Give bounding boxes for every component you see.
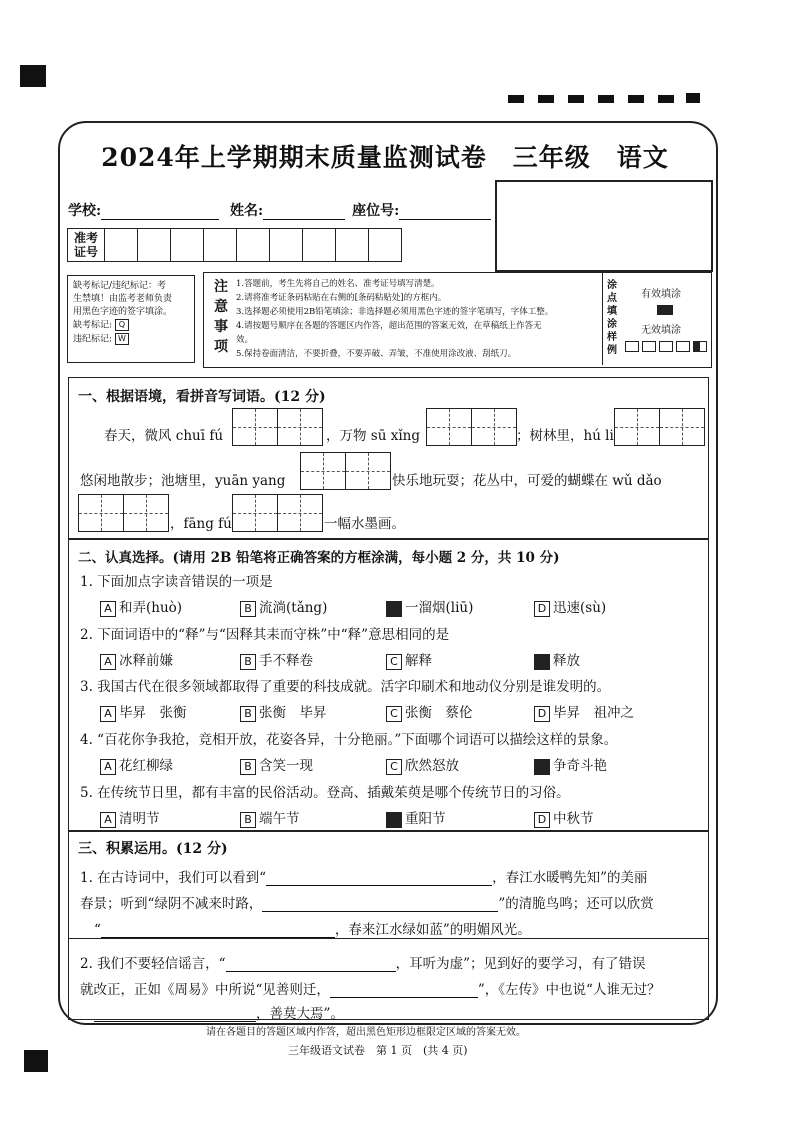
notice-item: 5.保持卷面清洁，不要折叠，不要弄破、弄皱，不准使用涂改液、刮纸刀。 — [236, 349, 517, 359]
page-title — [60, 138, 710, 174]
question-text: 3. 我国古代在很多领域都取得了重要的科技成就。活字印刷术和地动仪分别是谁发明的。 — [80, 679, 611, 695]
option-2[interactable] — [240, 649, 313, 670]
absent-mark-checkbox[interactable]: Q — [115, 319, 129, 331]
option-checkbox[interactable]: A — [100, 601, 116, 617]
notice-box — [203, 272, 712, 368]
option-checkbox[interactable]: B — [240, 654, 256, 670]
option-label: 张衡 毕昇 — [259, 705, 327, 721]
section-3-heading: 三、积累运用。(12 分) — [78, 841, 228, 857]
s3-q1-line3: “ ，春来江水绿如蓝”的明媚风光。 — [94, 922, 531, 938]
page-number: 三年级语文试卷 第 1 页 (共 4 页) — [288, 1044, 468, 1057]
notice-label: 注 意 事 项 — [214, 279, 228, 355]
option-1[interactable] — [100, 649, 173, 670]
info-line — [68, 200, 491, 220]
option-checkbox[interactable]: B — [240, 706, 256, 722]
option-checkbox[interactable]: C — [386, 601, 402, 617]
notice-item: 效。 — [236, 335, 254, 345]
option-2[interactable] — [240, 701, 327, 722]
answer-line[interactable] — [330, 983, 478, 998]
exam-number-cell[interactable] — [204, 229, 237, 262]
option-label: 流淌(tǎng) — [259, 600, 328, 616]
title-subject: 语文 — [616, 143, 669, 172]
section-1-heading: 一、根据语境，看拼音写词语。(12 分) — [78, 389, 326, 405]
option-3[interactable] — [386, 754, 459, 775]
pinyin-answer-grid[interactable] — [426, 408, 517, 446]
option-3[interactable] — [386, 596, 473, 617]
option-label: 清明节 — [119, 811, 160, 827]
pinyin-answer-grid[interactable] — [232, 494, 323, 532]
option-4[interactable] — [534, 649, 580, 670]
option-checkbox[interactable]: C — [386, 706, 402, 722]
option-label: 花红柳绿 — [119, 758, 173, 774]
option-label: 含笑一现 — [259, 758, 313, 774]
option-label: 释放 — [553, 653, 580, 669]
option-3[interactable] — [386, 649, 432, 670]
seat-field[interactable] — [399, 205, 491, 220]
seat-label: 座位号: — [352, 203, 400, 219]
option-checkbox[interactable]: C — [386, 812, 402, 828]
s1-text-4: 悠闲地散步；池塘里，yuān yang — [80, 473, 286, 489]
name-label: 姓名: — [230, 203, 264, 219]
s1-text-5: 快乐地玩耍；花丛中，可爱的蝴蝶在 wǔ dǎo — [392, 473, 662, 489]
option-1[interactable] — [100, 754, 173, 775]
option-label: 欣然怒放 — [405, 758, 459, 774]
school-label: 学校: — [68, 203, 102, 219]
pinyin-answer-grid[interactable] — [78, 494, 169, 532]
option-3[interactable] — [386, 807, 446, 828]
pinyin-answer-grid[interactable] — [614, 408, 705, 446]
invalid-fill-label: 无效填涂 — [641, 325, 681, 336]
title-grade: 三年级 — [512, 143, 591, 172]
option-checkbox[interactable]: D — [534, 601, 550, 617]
answer-line[interactable] — [226, 957, 396, 972]
invalid-fill-samples — [625, 341, 707, 352]
option-4[interactable] — [534, 754, 607, 775]
exam-number-label: 准考 证号 — [68, 229, 105, 262]
answer-line[interactable] — [101, 923, 335, 938]
option-label: 张衡 蔡伦 — [405, 705, 473, 721]
s1-text-6: ，fāng fú — [170, 516, 232, 532]
option-label: 手不释卷 — [259, 653, 313, 669]
option-label: 冰释前嫌 — [119, 653, 173, 669]
exam-number-cell[interactable] — [237, 229, 270, 262]
option-label: 重阳节 — [405, 811, 446, 827]
exam-number-grid — [67, 228, 402, 262]
option-checkbox[interactable]: D — [534, 812, 550, 828]
option-checkbox[interactable]: C — [386, 759, 402, 775]
option-checkbox[interactable]: A — [100, 706, 116, 722]
section-2-heading: 二、认真选择。(请用 2B 铅笔将正确答案的方框涂满，每小题 2 分，共 10 分) — [78, 550, 560, 566]
option-checkbox[interactable]: C — [386, 654, 402, 670]
exam-number-cell[interactable] — [369, 229, 402, 262]
option-checkbox[interactable]: A — [100, 654, 116, 670]
corner-mark-bottom-left — [24, 1050, 48, 1072]
question-text: 4. “百花你争我抢，竞相开放，花姿各异，十分艳丽。”下面哪个词语可以描绘这样的景象。 — [80, 732, 618, 748]
s3-q1-line2: 春景；听到“绿阴不减来时路， ”的清脆鸟鸣；还可以欣赏 — [80, 896, 654, 912]
violation-mark-checkbox[interactable]: W — [115, 333, 129, 345]
option-checkbox[interactable]: D — [534, 654, 550, 670]
option-2[interactable] — [240, 596, 327, 617]
option-checkbox[interactable]: A — [100, 812, 116, 828]
exam-number-cell[interactable] — [270, 229, 303, 262]
option-label: 毕昇 祖冲之 — [553, 705, 634, 721]
pinyin-answer-grid[interactable] — [300, 452, 391, 490]
option-2[interactable] — [240, 807, 300, 828]
notice-item: 1.答题前，考生先将自己的姓名、准考证号填写清楚。 — [236, 279, 440, 289]
question-text: 1. 下面加点字读音错误的一项是 — [80, 574, 273, 590]
option-4[interactable] — [534, 701, 634, 722]
answer-line[interactable] — [94, 1007, 256, 1022]
exam-number-cell[interactable] — [171, 229, 204, 262]
s1-text-2: ，万物 sū xǐng — [326, 428, 420, 444]
option-label: 中秋节 — [553, 811, 594, 827]
option-1[interactable] — [100, 701, 187, 722]
option-checkbox[interactable]: D — [534, 706, 550, 722]
notice-item: 3.选择题必须使用2B铅笔填涂；非选择题必须用黑色字迹的签字笔填写，字体工整。 — [236, 307, 554, 317]
option-label: 毕昇 张衡 — [119, 705, 187, 721]
option-label: 迅速(sù) — [553, 600, 607, 616]
answer-line[interactable] — [266, 871, 492, 886]
option-1[interactable] — [100, 596, 182, 617]
question-text: 2. 下面词语中的“释”与“因释其耒而守株”中“释”意思相同的是 — [80, 627, 450, 643]
footer-note: 请在各题目的答题区域内作答，超出黑色矩形边框限定区域的答案无效。 — [206, 1027, 526, 1038]
option-2[interactable] — [240, 754, 313, 775]
s1-text-3: ；树林里，hú li — [516, 428, 614, 444]
fill-example: 涂 点 填 涂 样 例 有效填涂 无效填涂 — [602, 273, 711, 365]
option-checkbox[interactable]: D — [534, 759, 550, 775]
question-text: 5. 在传统节日里，都有丰富的民俗活动。登高、插戴茱萸是哪个传统节日的习俗。 — [80, 785, 570, 801]
option-1[interactable] — [100, 807, 160, 828]
absent-mark-box: 缺考标记/违纪标记：考 生禁填！由监考老师负责 用黑色字迹的签字填涂。 缺考标记: Q 违纪标记: W — [67, 275, 195, 363]
answer-line[interactable] — [262, 897, 498, 912]
corner-mark-top-left — [20, 65, 46, 87]
name-field[interactable] — [263, 205, 345, 220]
notice-item: 4.请按题号顺序在各题的答题区内作答，超出范围的答案无效，在草稿纸上作答无 — [236, 321, 542, 331]
title-main: 2024年上学期期末质量监测试卷 — [101, 143, 487, 172]
s3-q2-line2: 就改正，正如《周易》中所说“见善则迁， ”，《左传》中也说“人谁无过？ — [80, 982, 661, 998]
exam-number-cell[interactable] — [138, 229, 171, 262]
s3-q2-line3: ，善莫大焉”。 — [94, 1002, 344, 1022]
option-checkbox[interactable]: A — [100, 759, 116, 775]
notice-item: 2.请将准考证条码粘贴在右侧的[条码粘贴处]的方框内。 — [236, 293, 447, 303]
exam-number-cell[interactable] — [105, 229, 138, 262]
option-label: 争奇斗艳 — [553, 758, 607, 774]
exam-number-cell[interactable] — [336, 229, 369, 262]
valid-fill-sample — [657, 305, 673, 315]
pinyin-answer-grid[interactable] — [232, 408, 323, 446]
option-label: 解释 — [405, 653, 432, 669]
option-checkbox[interactable]: B — [240, 601, 256, 617]
option-label: 一溜烟(liū) — [405, 600, 474, 616]
exam-number-cell[interactable] — [303, 229, 336, 262]
s3-q2-line1: 2. 我们不要轻信谣言，“ ，耳听为虚”；见到好的要学习，有了错误 — [80, 956, 646, 972]
option-checkbox[interactable]: B — [240, 812, 256, 828]
option-label: 端午节 — [259, 811, 300, 827]
s1-text-1: 春天，微风 chuī fú — [104, 428, 224, 444]
notice-list — [236, 277, 598, 361]
barcode-area — [495, 180, 713, 272]
option-label: 和弄(huò) — [119, 600, 183, 616]
valid-fill-label: 有效填涂 — [641, 289, 681, 300]
option-3[interactable] — [386, 701, 473, 722]
school-field[interactable] — [101, 205, 219, 220]
option-4[interactable] — [534, 596, 606, 617]
s3-q1-line1: 1. 在古诗词中，我们可以看到“ ，春江水暖鸭先知”的美丽 — [80, 870, 648, 886]
option-checkbox[interactable]: B — [240, 759, 256, 775]
option-4[interactable] — [534, 807, 594, 828]
s1-text-7: 一幅水墨画。 — [324, 516, 405, 532]
